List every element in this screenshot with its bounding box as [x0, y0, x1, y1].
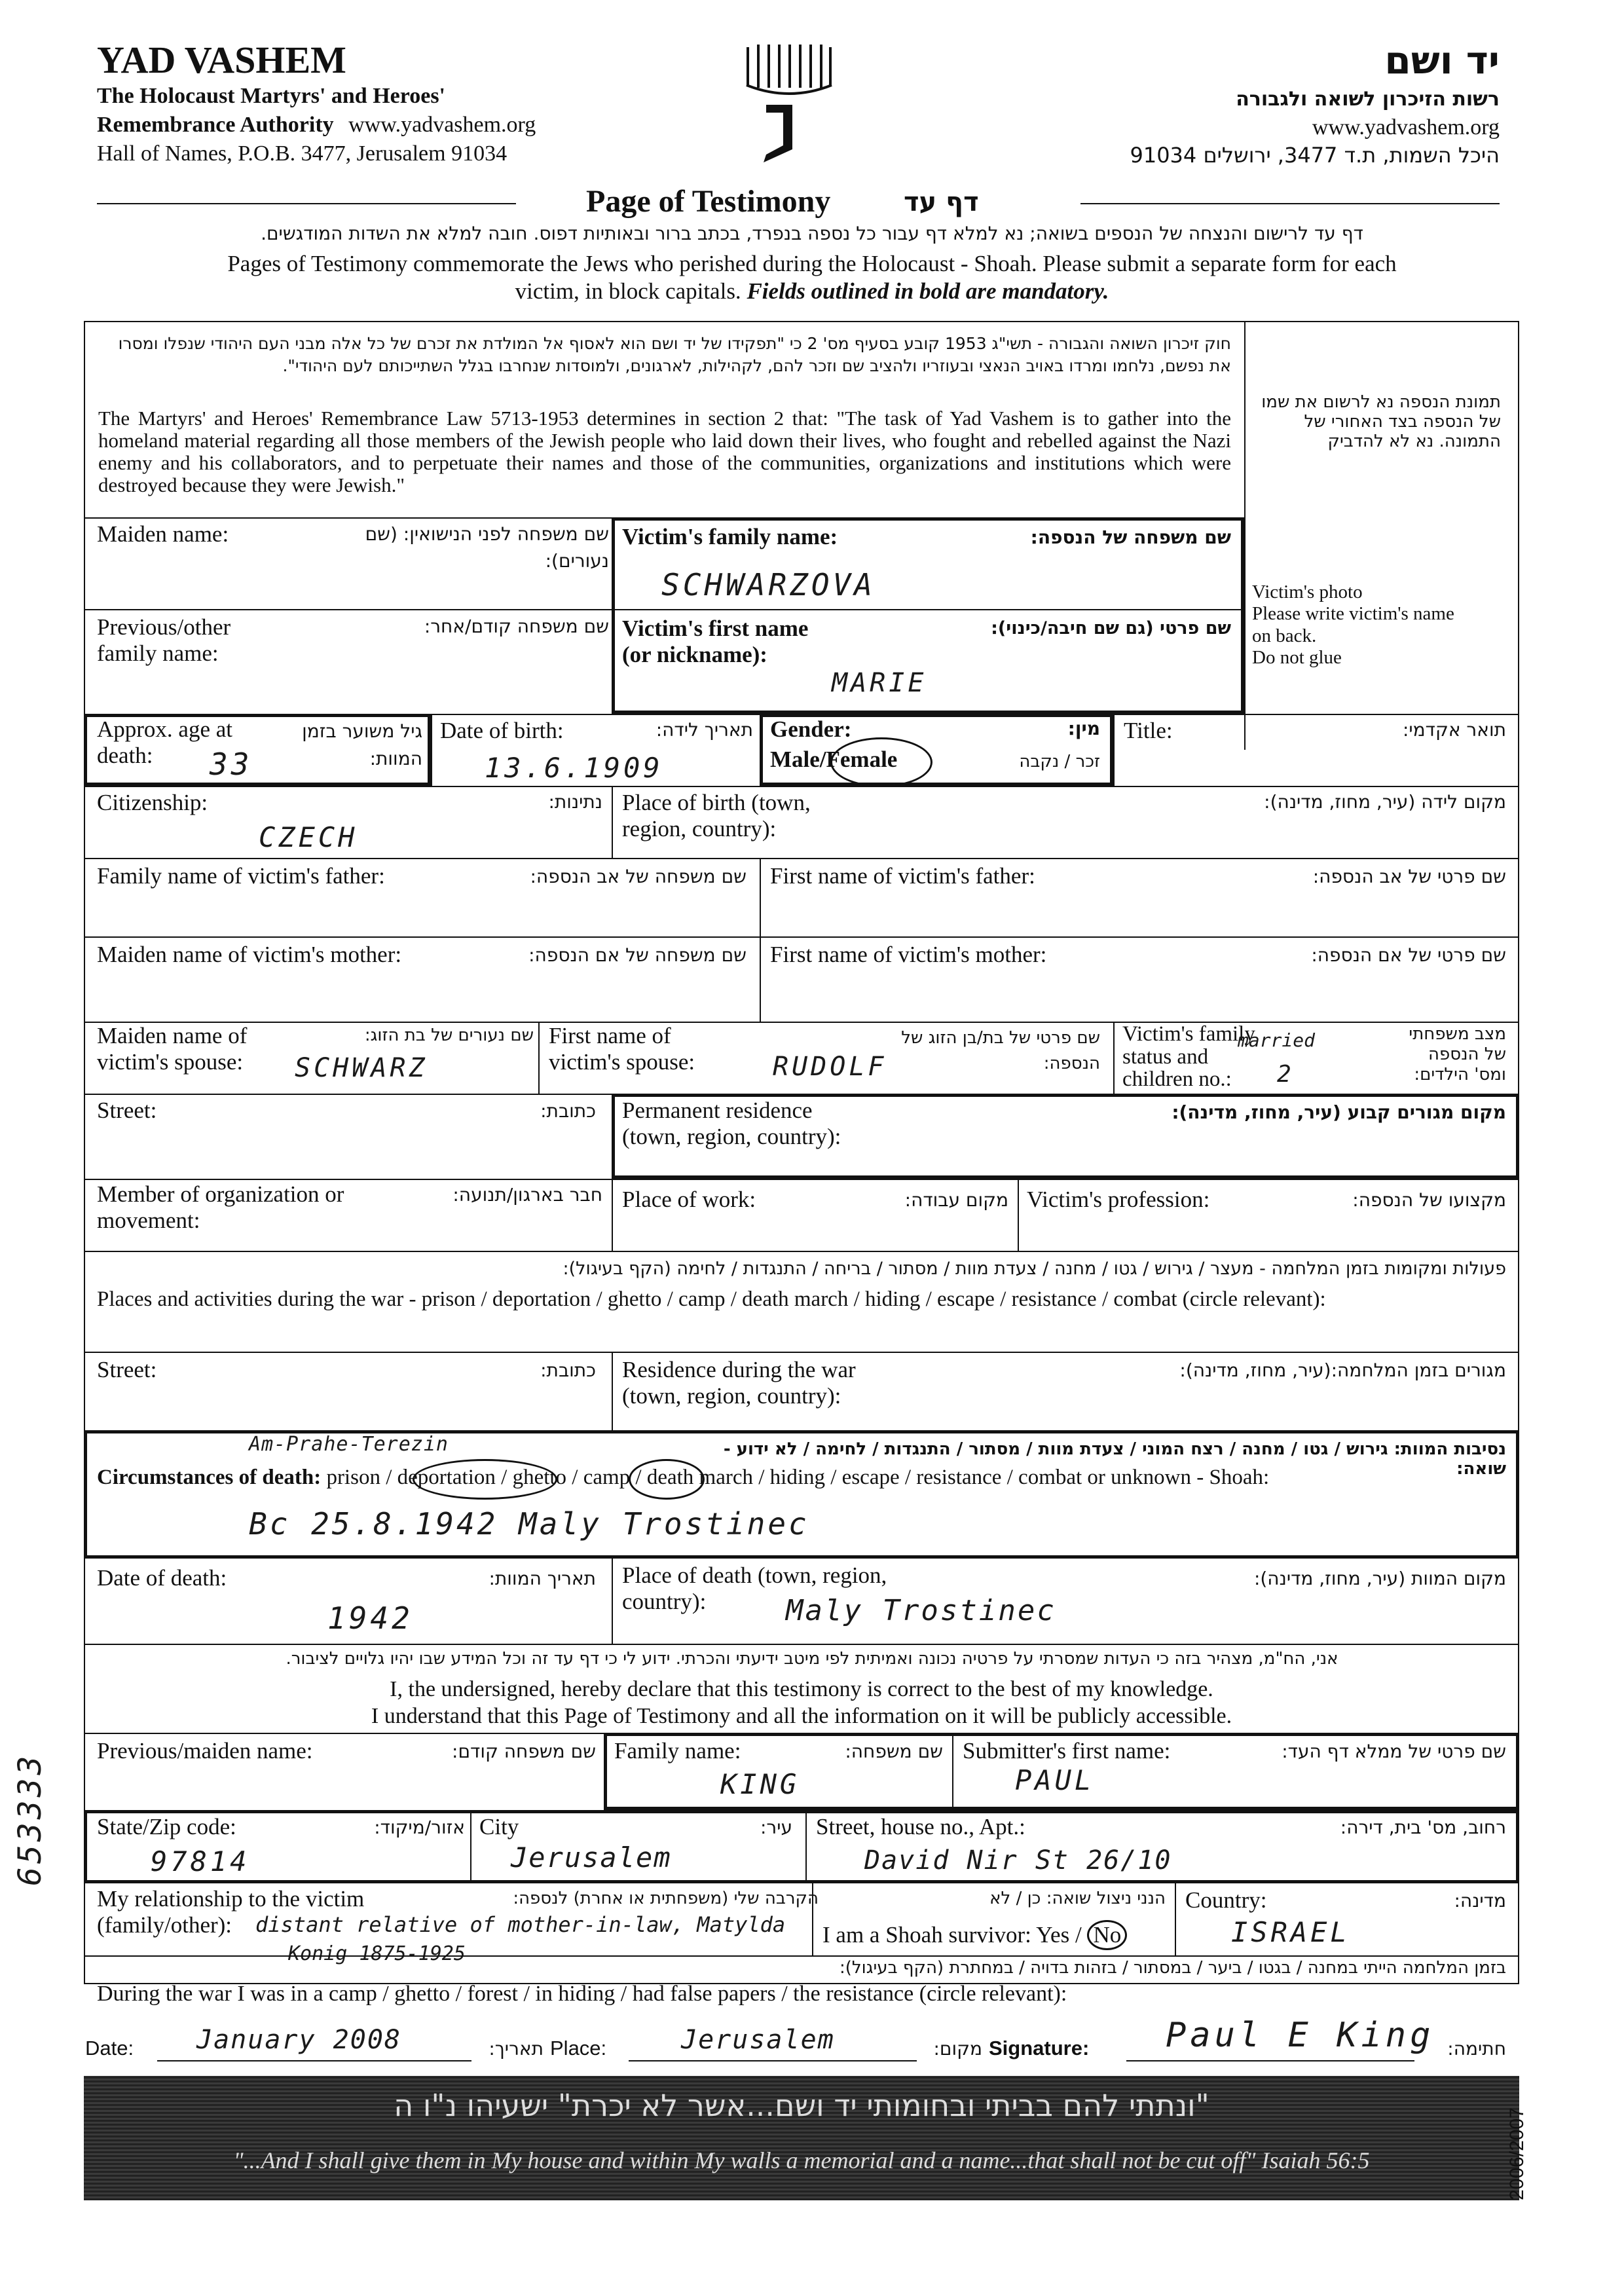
row-divider	[84, 1179, 1519, 1180]
submitter-first-label-he: שם פרטי של ממלא דף העד:	[1282, 1741, 1506, 1762]
family-status-label-he-2: של הנספה	[1428, 1044, 1506, 1065]
permanent-label-2: (town, region, country):	[622, 1124, 841, 1150]
profession-label: Victim's profession:	[1027, 1187, 1210, 1212]
survivor-label-he: הנני ניצול שואה: כן / לא	[989, 1889, 1166, 1908]
place-death-label-he: מקום המוות (עיר, מחוז, מדינה):	[1253, 1568, 1506, 1589]
spouse-first-label-he-2: הנספה:	[1043, 1054, 1100, 1073]
family-status-value[interactable]: married	[1238, 1029, 1316, 1051]
website-en: www.yadvashem.org	[348, 113, 536, 137]
maiden-name-label: Maiden name:	[97, 521, 229, 547]
previous-name-label	[97, 614, 231, 667]
zip-label-he: אזור/מיקוד:	[374, 1817, 465, 1838]
relationship-label-1: My relationship to the victim	[97, 1886, 365, 1912]
spouse-maiden-label	[97, 1023, 247, 1076]
citizenship-label-he: נתינות:	[548, 791, 602, 813]
war-residence-label-2: (town, region, country):	[622, 1383, 841, 1409]
age-label-he-1: גיל משוער בזמן	[302, 720, 422, 742]
date-label-he: תאריך:	[489, 2038, 544, 2060]
father-family-label: Family name of victim's father:	[97, 863, 385, 889]
column-divider	[612, 1352, 613, 1430]
permanent-label	[622, 1098, 841, 1151]
dob-label: Date of birth:	[440, 718, 564, 743]
org-sub-he: רשות הזיכרון לשואה ולגבורה	[1236, 88, 1500, 111]
circumstances-he: נסיבות המוות: גירוש / גטו / מחנה / רצח המוני / צעדת מוות / מסתור / התנגדות / לחימה / לא ידוע - שואה:	[723, 1439, 1506, 1479]
age-label-2: death:	[97, 743, 153, 769]
during-war-en: During the war I was in a camp / ghetto / forest / in hiding / had false papers / the resistance (circle relevant):	[97, 1982, 1067, 2006]
header-rule-right	[1080, 203, 1500, 204]
title-label-he: תואר אקדמי:	[1402, 719, 1506, 741]
circumstances-en-bold: Circumstances of death:	[97, 1466, 322, 1489]
website-he: www.yadvashem.org	[1312, 115, 1500, 139]
date-value[interactable]: January 2008	[196, 2025, 401, 2055]
row-divider	[84, 1955, 1519, 1957]
signature-label-he: חתימה:	[1447, 2038, 1506, 2060]
previous-name-label-he: שם משפחה קודם/אחר:	[424, 616, 609, 637]
survivor-label[interactable]	[822, 1920, 1127, 1950]
war-residence-label-he: מגורים בזמן המלחמה:(עיר, מחוז, מדינה):	[1179, 1359, 1506, 1381]
submitter-prev-label-he: שם משפחה קודם:	[452, 1741, 596, 1762]
page-title-he: דף עד	[904, 187, 979, 217]
address-he: היכל השמות, ת.ד 3477, ירושלים 91034	[1130, 143, 1500, 168]
spouse-maiden-value[interactable]: SCHWARZ	[295, 1053, 428, 1083]
war-places-en: Places and activities during the war - prison / deportation / ghetto / camp / death march / hiding / escape / resistance / combat (circle relevant):	[97, 1287, 1326, 1311]
row-divider	[84, 786, 1519, 787]
relationship-value-2[interactable]: Konig 1875-1925	[288, 1942, 466, 1965]
relationship-value[interactable]: distant relative of mother-in-law, Matylda	[255, 1912, 786, 1937]
org-sub-1: The Holocaust Martyrs' and Heroes'	[97, 84, 445, 108]
organization-label-1: Member of organization or	[97, 1181, 344, 1207]
spouse-maiden-label-1: Maiden name of	[97, 1023, 248, 1048]
spouse-first-label-he-1: שם פרטי של בת/בן הזוג של	[901, 1028, 1100, 1048]
age-label-he	[282, 718, 422, 773]
spouse-first-label-2: victim's spouse:	[549, 1049, 695, 1075]
column-divider	[470, 1810, 471, 1883]
column-divider	[612, 786, 613, 858]
form-code: 2006/2007	[1506, 2107, 1528, 2200]
war-residence-label-1: Residence during the war	[622, 1357, 856, 1382]
spouse-first-label	[549, 1023, 695, 1076]
column-divider	[952, 1733, 953, 1810]
organization-label-2: movement:	[97, 1208, 200, 1234]
family-name-value[interactable]: SCHWARZOVA	[661, 567, 876, 602]
place-underline	[629, 2060, 917, 2061]
submitter-family-label-he: שם משפחה:	[845, 1741, 943, 1762]
survivor-label-text: I am a Shoah survivor: Yes /	[822, 1922, 1082, 1948]
mother-maiden-label-he: שם משפחה של אם הנספה:	[528, 944, 747, 966]
profession-label-he: מקצועו של הנספה:	[1352, 1189, 1506, 1211]
banner-he: "ונתתי להם בביתי ובחומותי יד ושם...אשר לא יכרת" ישעיהו נ"ו ה	[394, 2088, 1209, 2123]
yad-vashem-logo	[740, 39, 838, 170]
column-divider	[1175, 1883, 1176, 1955]
street-label-he: כתובת:	[540, 1100, 596, 1122]
place-value[interactable]: Jerusalem	[681, 2025, 835, 2055]
age-label-he-2: המוות:	[369, 748, 422, 769]
spouse-maiden-label-2: victim's spouse:	[97, 1049, 244, 1075]
family-name-label-he: שם משפחה של הנספה:	[1030, 527, 1231, 548]
birthplace-label-1: Place of birth (town,	[622, 790, 811, 815]
age-value[interactable]: 33	[210, 747, 253, 782]
row-divider	[84, 858, 1519, 859]
maiden-name-label-he: שם משפחה לפני הנישואין: (שם נעורים):	[365, 523, 609, 572]
photo-en-2: Please write victim's name	[1252, 603, 1454, 625]
workplace-label-he: מקום עבודה:	[904, 1189, 1008, 1211]
war-street-label: Street:	[97, 1357, 157, 1382]
org-sub-2-row	[97, 113, 536, 138]
declaration-en-1: I, the undersigned, hereby declare that this testimony is correct to the best of my knowledge.	[390, 1677, 1213, 1701]
dob-label-he: תאריך לידה:	[655, 719, 753, 741]
first-name-label-2: (or nickname):	[622, 642, 767, 668]
margin-number: 653333	[12, 1752, 48, 1886]
father-first-label-he: שם פרטי של אב הנספה:	[1312, 866, 1506, 887]
during-war-he: בזמן המלחמה הייתי במחנה / בגטו / ביער / במסתור / בזהות בדויה / במחתרת (הקף בעיגול):	[840, 1958, 1506, 1978]
address-en: Hall of Names, P.O.B. 3477, Jerusalem 91034	[97, 141, 507, 166]
signature-value[interactable]: Paul E King	[1166, 2016, 1435, 2055]
birthplace-label	[622, 790, 811, 843]
workplace-label: Place of work:	[622, 1187, 756, 1212]
gender-options-he: זכר / נקבה	[1019, 752, 1100, 771]
war-street-label-he: כתובת:	[540, 1359, 596, 1381]
family-status-label	[1122, 1023, 1255, 1091]
war-residence-label	[622, 1357, 856, 1410]
mother-first-label: First name of victim's mother:	[770, 942, 1047, 967]
photo-he: תמונת הנספה נא לרשום את שמו של הנספה בצד האחורי של התמונה. נא לא להדביק	[1261, 392, 1501, 451]
column-divider	[1113, 714, 1115, 786]
row-divider	[84, 1644, 1519, 1645]
row-divider	[84, 1022, 1519, 1023]
intro-en-2-bold: Fields outlined in bold are mandatory.	[747, 278, 1109, 304]
org-name-en: YAD VASHEM	[97, 39, 346, 81]
circumstances-en-options: prison / deportation / ghetto / camp / death march / hiding / escape / resistance / combat or unknown - Shoah:	[326, 1466, 1270, 1489]
city-label-he: עיר:	[760, 1817, 792, 1838]
family-status-label-he	[1375, 1024, 1506, 1086]
row-divider	[84, 609, 1244, 610]
submitter-family-label: Family name:	[614, 1738, 741, 1764]
photo-divider	[1244, 321, 1246, 750]
photo-en-3: on back.	[1252, 625, 1317, 646]
age-label-1: Approx. age at	[97, 716, 233, 742]
declaration-en	[84, 1676, 1519, 1730]
date-label: Date:	[85, 2037, 134, 2060]
org-name-he: יד ושם	[1384, 38, 1500, 83]
gender-label-he: מין:	[1067, 718, 1100, 739]
citizenship-label: Citizenship:	[97, 790, 208, 815]
declaration-en-2: I understand that this Page of Testimony and all the information on it will be publicly accessible.	[371, 1703, 1232, 1728]
dob-value[interactable]: 13.6.1909	[485, 752, 663, 784]
signature-label: Signature:	[989, 2037, 1090, 2060]
law-he: חוק זיכרון השואה והגבורה - תשי"ג 1953 קובע בסעיף מס' 2 כי "תפקידו של יד ושם הוא לאסוף אל המולדת את זכרם של כל אלה מבני העם היהודי שנפלו ומסרו את נפשם, נלחמו ומרדו באויב הנאצי ובעוזריו ולהציב שם וזכר להם, לקהילות, לארגונים, ולמוסדות שנחרבו בגלל השתייכותם לעם היהודי".	[118, 334, 1231, 375]
photo-en-1: Victim's photo	[1252, 582, 1363, 602]
relationship-label-he: הקרבה שלי (משפחתית או אחרת) לנספה:	[513, 1889, 819, 1908]
city-value[interactable]: Jerusalem	[511, 1841, 672, 1874]
first-name-label-he: שם פרטי (גם שם חיבה/כינוי):	[991, 618, 1231, 638]
street-house-label-he: רחוב, מס' בית, דירה:	[1340, 1817, 1506, 1838]
children-value[interactable]: 2	[1277, 1061, 1295, 1088]
dod-value[interactable]: 1942	[327, 1600, 413, 1636]
family-status-label-2: status and	[1122, 1044, 1209, 1069]
citizenship-value[interactable]: CZECH	[259, 821, 358, 853]
row-divider	[84, 936, 1519, 938]
family-status-label-he-3: ומס' הילדים:	[1414, 1065, 1506, 1085]
family-status-label-he-1: מצב משפחתי	[1409, 1024, 1506, 1044]
header-rule-left	[97, 203, 516, 204]
mother-maiden-label: Maiden name of victim's mother:	[97, 942, 402, 967]
date-underline	[157, 2060, 471, 2061]
spouse-maiden-label-he: שם נעורים של בת הזוג:	[364, 1026, 534, 1045]
spouse-first-label-1: First name of	[549, 1023, 671, 1048]
place-label-he: מקום:	[933, 2038, 982, 2060]
family-name-label: Victim's family name:	[622, 524, 838, 549]
column-divider	[612, 1179, 613, 1251]
submitter-first-label: Submitter's first name:	[963, 1738, 1171, 1764]
organization-label-he: חבר בארגון/תנועה:	[452, 1184, 602, 1206]
spouse-first-value[interactable]: RUDOLF	[773, 1052, 887, 1082]
photo-en	[1252, 582, 1514, 669]
mother-first-label-he: שם פרטי של אם הנספה:	[1311, 944, 1506, 966]
gender-label: Gender:	[770, 716, 852, 742]
photo-en-4: Do not glue	[1252, 647, 1342, 669]
family-status-label-1: Victim's family	[1122, 1022, 1255, 1046]
intro-he: דף עד לרישום והנצחה של הנספים בשואה; נא למלא דף עבור כל נספה בנפרד, בכתב ברור ובאותיות דפוס. חובה למלא את השדות המודגשים.	[261, 223, 1363, 244]
country-label-he: מדינה:	[1454, 1890, 1506, 1912]
first-name-label	[622, 616, 808, 669]
relationship-label-2: (family/other):	[97, 1912, 232, 1938]
submitter-first-value[interactable]: PAUL	[1015, 1764, 1095, 1796]
country-value[interactable]: ISRAEL	[1231, 1916, 1350, 1948]
page-title: Page of Testimony	[586, 184, 831, 219]
dod-label-he: תאריך המוות:	[489, 1568, 596, 1589]
column-divider	[760, 858, 761, 1022]
birthplace-label-2: region, country):	[622, 816, 777, 842]
war-places-he: פעולות ומקומות בזמן המלחמה - מעצר / גירוש / גטו / מחנה / צעדת מוות / מסתור / בריחה / התנגדות / לחימה (הקף בעיגול):	[563, 1259, 1506, 1279]
column-divider	[612, 517, 613, 714]
submitter-family-value[interactable]: KING	[720, 1768, 800, 1800]
intro-en	[97, 250, 1527, 305]
female-circle	[830, 737, 932, 787]
organization-label	[97, 1181, 344, 1234]
city-label: City	[479, 1814, 519, 1839]
place-death-value[interactable]: Maly Trostinec	[786, 1594, 1056, 1627]
row-divider	[84, 1352, 1519, 1353]
zip-value[interactable]: 97814	[151, 1845, 250, 1877]
family-status-label-3: children no.:	[1122, 1067, 1232, 1092]
street-house-value[interactable]: David Nir St 26/10	[864, 1845, 1172, 1876]
father-first-label: First name of victim's father:	[770, 863, 1035, 889]
column-divider	[538, 1022, 540, 1094]
country-label: Country:	[1185, 1887, 1267, 1913]
survivor-no[interactable]: No	[1087, 1920, 1127, 1950]
street-house-label: Street, house no., Apt.:	[816, 1814, 1025, 1839]
place-death-label-2: country):	[622, 1589, 707, 1615]
org-sub-2: Remembrance Authority	[97, 113, 334, 137]
dod-label: Date of death:	[97, 1565, 227, 1591]
street-label: Street:	[97, 1098, 157, 1123]
column-divider	[431, 714, 432, 786]
circumstances-annotation[interactable]: Am-Prahe-Terezin	[249, 1433, 449, 1456]
place-label: Place:	[550, 2037, 607, 2060]
first-name-label-1: Victim's first name	[622, 616, 809, 641]
signature-underline	[1126, 2060, 1414, 2061]
banner-en: "...And I shall give them in My house and within My walls a memorial and a name...that shall not be cut off" Isaiah 56:5	[233, 2147, 1370, 2173]
column-divider	[805, 1810, 807, 1883]
previous-name-label-2: family name:	[97, 640, 219, 667]
column-divider	[612, 1559, 613, 1644]
father-family-label-he: שם משפחה של אב הנספה:	[530, 866, 747, 887]
birthplace-label-he: מקום לידה (עיר, מחוז, מדינה):	[1264, 791, 1506, 813]
previous-name-label-1: Previous/other	[97, 614, 231, 640]
intro-en-2: victim, in block capitals.	[515, 278, 741, 304]
column-divider	[1113, 1022, 1115, 1094]
camp-circle	[629, 1459, 705, 1500]
submitter-prev-label: Previous/maiden name:	[97, 1738, 313, 1764]
menorah-logo-icon	[740, 39, 838, 170]
intro-en-1: Pages of Testimony commemorate the Jews who perished during the Holocaust - Shoah. Please submit a separate form for each	[227, 251, 1397, 276]
title-label: Title:	[1124, 718, 1173, 743]
place-death-label-1: Place of death (town, region,	[622, 1562, 887, 1588]
law-en: The Martyrs' and Heroes' Remembrance Law 5713-1953 determines in section 2 that: "The task of Yad Vashem is to gather into the homeland material regarding all those members of the Jewish people who laid down their lives, who fought and rebelled against the Nazi enemy and his collaborators, and to perpetuate their names and those of the communities, organizations and institutions which were destroyed because they were Jewish."	[98, 407, 1231, 497]
gender-options[interactable]: Male/Female	[770, 747, 898, 772]
first-name-value[interactable]: MARIE	[832, 668, 927, 698]
column-divider	[1018, 1179, 1019, 1251]
row-divider	[84, 1251, 1519, 1252]
isaiah-banner	[84, 2076, 1519, 2200]
permanent-label-1: Permanent residence	[622, 1098, 813, 1123]
circumstances-value[interactable]: Bc 25.8.1942 Maly Trostinec	[249, 1506, 809, 1542]
declaration-he: אני, הח"מ, מצהיר בזה כי העדות שמסרתי על פרטיה נכונה ואמיתית לפי מיטב ידיעתי והכרתי. ידוע לי כי דף עד זה וכל המידע שבו יהיו גלויים לציבור.	[286, 1649, 1338, 1669]
deportation-circle	[413, 1459, 557, 1500]
zip-label: State/Zip code:	[97, 1814, 236, 1839]
permanent-label-he: מקום מגורים קבוע (עיר, מחוז, מדינה):	[1172, 1101, 1506, 1123]
column-divider	[812, 1883, 813, 1955]
